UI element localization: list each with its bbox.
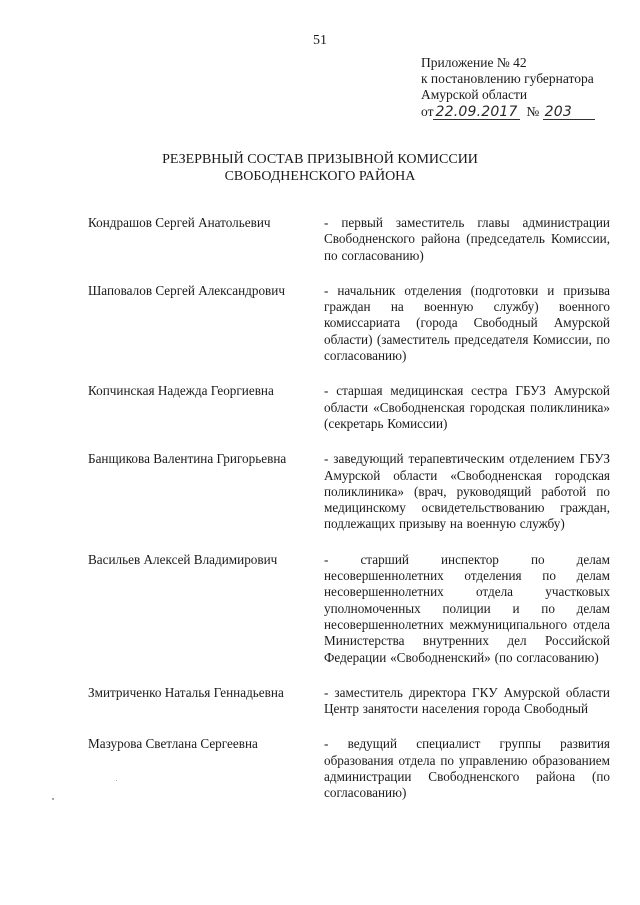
heading-line-1: РЕЗЕРВНЫЙ СОСТАВ ПРИЗЫВНОЙ КОМИССИИ	[162, 152, 478, 167]
document-heading	[0, 151, 640, 185]
member-role: - старшая медицинская сестра ГБУЗ Амурской области «Свободненская городская поликлиника» (секретарь Комиссии)	[324, 383, 610, 431]
member-name: Шаповалов Сергей Александрович	[88, 282, 285, 298]
member-name: Мазурова Светлана Сергеевна	[88, 736, 258, 752]
scan-speck	[116, 780, 117, 781]
member-name: Васильев Алексей Владимирович	[88, 551, 278, 567]
members-list	[88, 215, 610, 821]
member-role: - старший инспектор по делам несовершеннолетних отделения по делам несовершеннолетних отдела участковых уполномоченных полиции и по делам несовершеннолетних межмуниципального отдела Министерства внутренних дел Российской Федерации «Свободненский» (по согласованию)	[324, 551, 610, 665]
date-prefix: от	[421, 104, 434, 119]
decree-date-number	[421, 104, 595, 120]
member-row	[88, 215, 610, 264]
member-name: Змитриченко Наталья Геннадьевна	[88, 684, 284, 700]
appendix-block	[421, 55, 595, 120]
appendix-title: Приложение № 42	[421, 55, 527, 70]
member-role: - заместитель директора ГКУ Амурской области Центр занятости населения города Свободный	[324, 684, 610, 717]
member-name: Копчинская Надежда Георгиевна	[88, 383, 274, 399]
heading-line-2: СВОБОДНЕНСКОГО РАЙОНА	[224, 169, 416, 184]
member-role: - заведующий терапевтическим отделением ГБУЗ Амурской области «Свободненская городская поликлиника» (врач, руководящий работой по медицинскому освидетельствованию граждан, подлежащих призыву на военную службу)	[324, 451, 610, 532]
scan-speck	[52, 798, 54, 800]
member-row	[88, 451, 610, 532]
page-number: 51	[313, 33, 327, 48]
member-name: Банщикова Валентина Григорьевна	[88, 451, 287, 467]
member-row	[88, 736, 610, 801]
member-row	[88, 552, 610, 666]
member-row	[88, 685, 610, 718]
member-row	[88, 383, 610, 432]
appendix-region: Амурской области	[421, 87, 528, 102]
number-prefix: №	[526, 104, 540, 119]
number-handwritten: 203	[544, 104, 572, 120]
appendix-decree: к постановлению губернатора	[421, 71, 594, 86]
date-handwritten: 22.09.2017	[435, 104, 518, 120]
member-name: Кондрашов Сергей Анатольевич	[88, 215, 271, 230]
member-role: - первый заместитель главы администрации Свободненского района (председатель Комиссии, по согласованию)	[324, 215, 610, 263]
member-row	[88, 283, 610, 364]
member-role: - начальник отделения (подготовки и призыва граждан на военную службу) военного комиссариата (города Свободный Амурской области) (заместитель председателя Комиссии, по согласованию)	[324, 282, 610, 364]
member-role: - ведущий специалист группы развития образования отдела по управлению образованием администрации Свободненского района (по согласованию)	[324, 736, 610, 801]
